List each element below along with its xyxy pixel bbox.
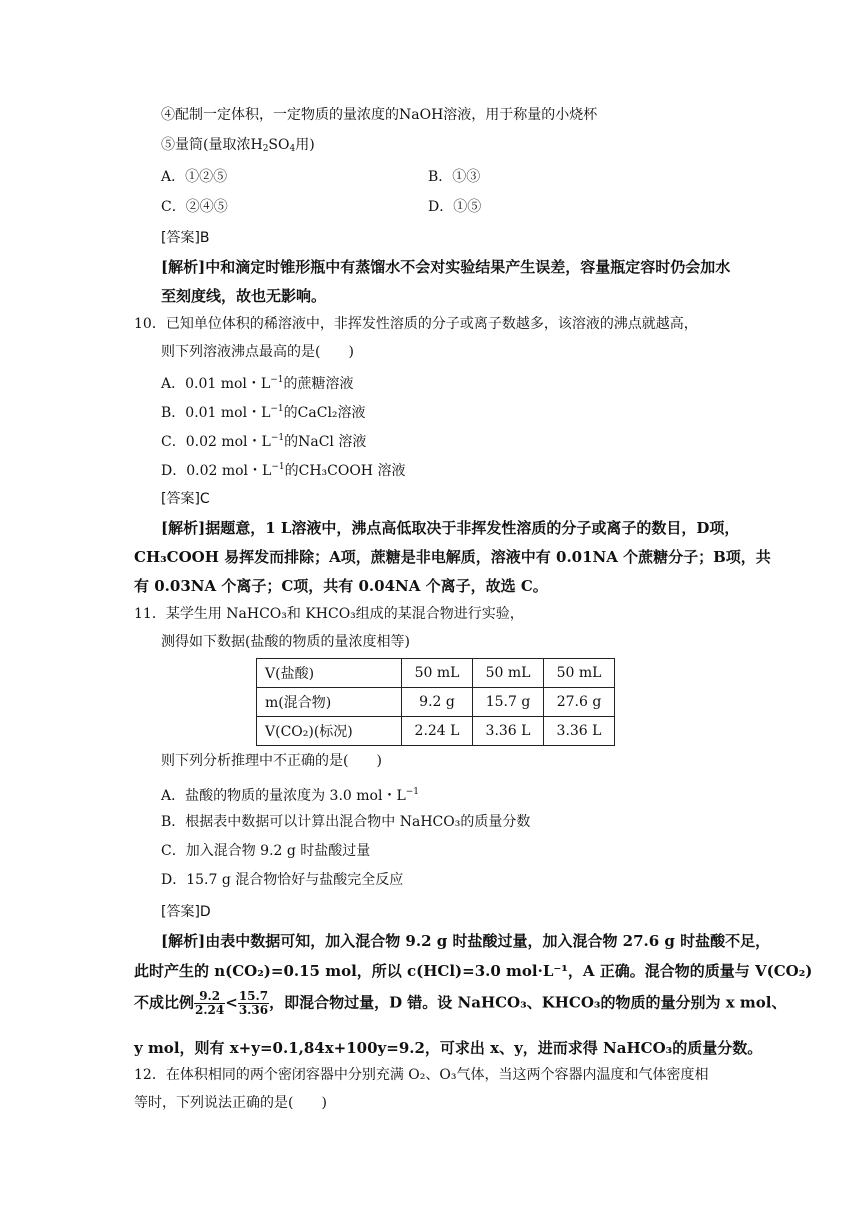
q10-stem-line-1: 10．已知单位体积的稀溶液中，非挥发性溶质的分子或离子数越多，该溶液的沸点就越高， bbox=[134, 316, 698, 332]
q10-analysis-line-3: 有 0.03NA 个离子；C项，共有 0.04NA 个离子，故选 C。 bbox=[134, 577, 548, 595]
q10-stem-line-2: 则下列溶液沸点最高的是( ) bbox=[161, 344, 354, 360]
q9-answer: [答案]B bbox=[161, 230, 210, 246]
q11-option-c: C．加入混合物 9.2 g 时盐酸过量 bbox=[161, 843, 371, 859]
table-cell: 50 mL bbox=[544, 659, 615, 688]
q11-option-b: B．根据表中数据可以计算出混合物中 NaHCO₃的质量分数 bbox=[161, 814, 531, 830]
q9-option-c: C．②④⑤ bbox=[161, 199, 228, 215]
q11-question: 则下列分析推理中不正确的是( ) bbox=[161, 753, 382, 769]
q11-option-d: D．15.7 g 混合物恰好与盐酸完全反应 bbox=[161, 872, 404, 888]
table-header-cell: V(CO₂)(标况) bbox=[257, 717, 402, 746]
q10-option-a: A．0.01 mol・$L^{-1}$的蔗糖溶液 bbox=[161, 375, 354, 392]
q10-answer: [答案]C bbox=[161, 491, 210, 507]
q9-option-a: A．①②⑤ bbox=[161, 169, 228, 185]
q10-option-b: B．0.01 mol・$L^{-1}$的CaCl₂溶液 bbox=[161, 404, 366, 421]
table-cell: 50 mL bbox=[473, 659, 544, 688]
table-header-cell: V(盐酸) bbox=[257, 659, 402, 688]
table-cell: 3.36 L bbox=[544, 717, 615, 746]
fraction-9-2-over-2-24: $\frac{9.2}{2.24}$ bbox=[195, 989, 225, 1017]
q11-stem-line-1: 11．某学生用 NaHCO₃和 KHCO₃组成的某混合物进行实验， bbox=[134, 606, 524, 622]
table-cell: 15.7 g bbox=[473, 688, 544, 717]
q9-analysis-line-2: 至刻度线，故也无影响。 bbox=[161, 287, 327, 305]
q10-analysis-line-1: [解析]据题意，1 L溶液中，沸点高低取决于非挥发性溶质的分子或离子的数目，D项， bbox=[161, 519, 740, 537]
table-cell: 50 mL bbox=[402, 659, 473, 688]
q11-analysis-line-4: y mol，则有 x+y=0.1,84x+100y=9.2，可求出 x、y，进而求得 NaHCO₃的质量分数。 bbox=[134, 1039, 763, 1057]
q11-data-table bbox=[256, 658, 615, 746]
table-header-cell: m(混合物) bbox=[257, 688, 402, 717]
q9-item-5: ⑤量筒(量取浓$H_2SO_4$用) bbox=[161, 137, 315, 154]
table-row bbox=[257, 688, 615, 717]
q11-stem-line-2: 测得如下数据(盐酸的物质的量浓度相等) bbox=[161, 634, 410, 650]
table-cell: 2.24 L bbox=[402, 717, 473, 746]
table-cell: 27.6 g bbox=[544, 688, 615, 717]
q11-analysis-line-1: [解析]由表中数据可知，加入混合物 9.2 g 时盐酸过量，加入混合物 27.6 g 时盐酸不足， bbox=[161, 932, 771, 950]
q9-item-4: ④配制一定体积，一定物质的量浓度的NaOH溶液，用于称量的小烧杯 bbox=[161, 107, 598, 123]
table-row bbox=[257, 659, 615, 688]
table-cell: 3.36 L bbox=[473, 717, 544, 746]
q11-option-a: A．盐酸的物质的量浓度为 3.0 mol・$L^{-1}$ bbox=[161, 787, 420, 804]
q9-option-b: B．①③ bbox=[428, 169, 481, 185]
q9-option-d: D．①⑤ bbox=[428, 199, 482, 215]
q12-stem-line-1: 12．在体积相同的两个密闭容器中分别充满 O₂、O₃气体，当这两个容器内温度和气体密度相 bbox=[134, 1067, 709, 1083]
table-cell: 9.2 g bbox=[402, 688, 473, 717]
q10-option-d: D．0.02 mol・$L^{-1}$的CH₃COOH 溶液 bbox=[161, 462, 406, 479]
table-row bbox=[257, 717, 615, 746]
q12-stem-line-2: 等时，下列说法正确的是( ) bbox=[134, 1095, 327, 1111]
q11-answer: [答案]D bbox=[161, 904, 211, 920]
q11-analysis-line-3: 不成比例 $\frac{9.2}{2.24}$ < $\frac{15.7}{3.36}$ ，即混合物过量，D 错。设 NaHCO₃、KHCO₃的物质的量分别为 x mol、 bbox=[134, 989, 787, 1017]
q11-analysis-line-2: 此时产生的 n(CO₂)=0.15 mol，所以 c(HCl)=3.0 mol·L⁻¹，A 正确。混合物的质量与 V(CO₂) bbox=[134, 962, 813, 980]
q10-analysis-line-2: CH₃COOH 易挥发而排除；A项，蔗糖是非电解质，溶液中有 0.01NA 个蔗糖分子；B项，共 bbox=[134, 548, 771, 566]
fraction-15-7-over-3-36: $\frac{15.7}{3.36}$ bbox=[238, 989, 269, 1017]
q10-option-c: C．0.02 mol・$L^{-1}$的NaCl 溶液 bbox=[161, 433, 367, 450]
q9-analysis-line-1: [解析]中和滴定时锥形瓶中有蒸馏水不会对实验结果产生误差，容量瓶定容时仍会加水 bbox=[161, 258, 731, 276]
